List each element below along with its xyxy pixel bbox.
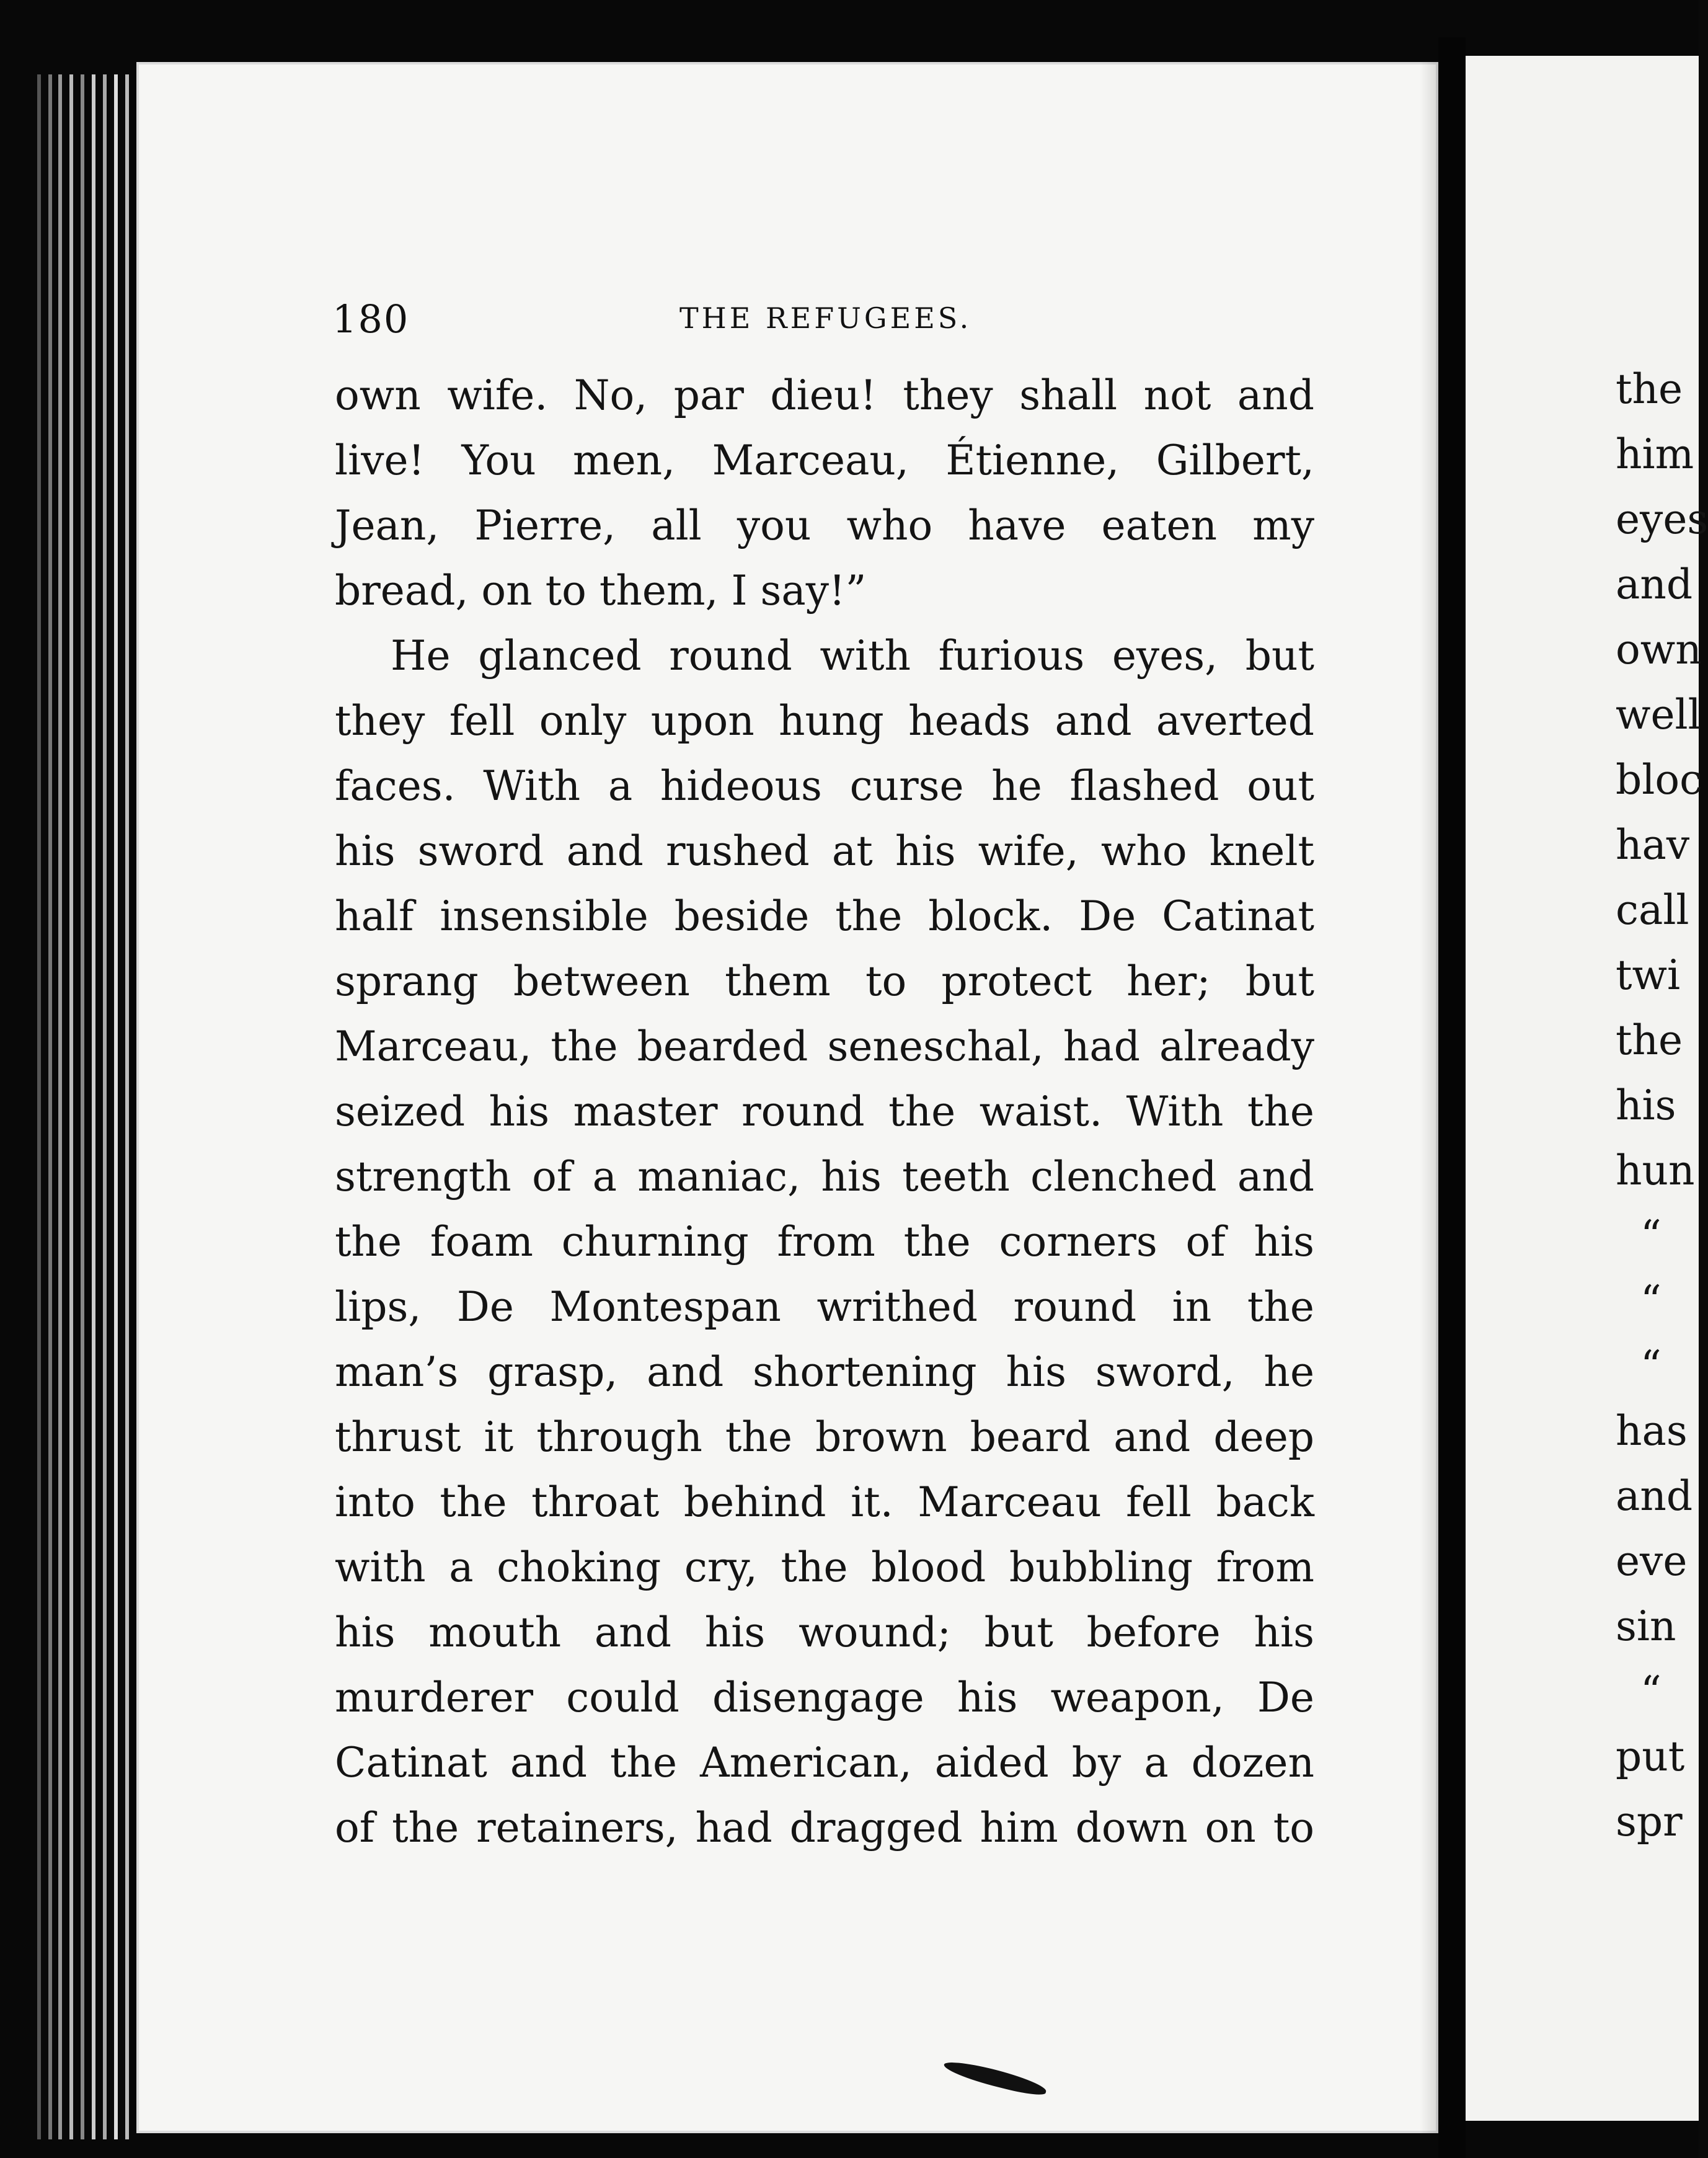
text-line: half insensible beside the block. De Catinat xyxy=(335,892,1314,940)
text-line: well xyxy=(1616,691,1701,739)
text-line: strength of a maniac, his teeth clenched and xyxy=(335,1153,1314,1201)
page-number: 180 xyxy=(332,296,410,342)
text-line: seized his master round the waist. With the xyxy=(335,1088,1314,1135)
text-line: and xyxy=(1616,1472,1693,1520)
paragraph-start-line: He glanced round with furious eyes, but xyxy=(391,632,1314,680)
text-line: thrust it through the brown beard and deep xyxy=(335,1413,1314,1461)
text-line: “ xyxy=(1640,1342,1662,1390)
text-line: his sword and rushed at his wife, who knelt xyxy=(335,827,1314,875)
text-line: “ xyxy=(1640,1667,1662,1715)
text-line: his mouth and his wound; but before his xyxy=(335,1609,1314,1656)
text-line: the foam churning from the corners of his xyxy=(335,1218,1314,1266)
text-line: twi xyxy=(1616,951,1681,999)
book-gutter xyxy=(1438,37,1466,2158)
text-line: bread, on to them, I say!” xyxy=(335,567,867,615)
text-line: lips, De Montespan writhed round in the xyxy=(335,1283,1314,1331)
text-line: put xyxy=(1616,1733,1685,1780)
body-text xyxy=(335,363,1314,1860)
running-title: THE REFUGEES. xyxy=(679,301,972,335)
running-head xyxy=(332,296,1355,346)
text-line: live! You men, Marceau, Étienne, Gilbert, xyxy=(335,437,1314,484)
text-line: into the throat behind it. Marceau fell back xyxy=(335,1478,1314,1526)
text-line: sprang between them to protect her; but xyxy=(335,957,1314,1005)
text-line: Marceau, the bearded seneschal, had already xyxy=(335,1023,1314,1070)
text-line: faces. With a hideous curse he flashed out xyxy=(335,762,1314,810)
text-line: eyes xyxy=(1616,495,1708,543)
text-line: spr xyxy=(1616,1798,1683,1845)
page-edges xyxy=(37,74,136,2139)
text-line: “ xyxy=(1640,1212,1662,1259)
text-line: own xyxy=(1616,626,1702,673)
text-line: hun xyxy=(1616,1147,1695,1194)
text-line: him xyxy=(1616,430,1694,478)
text-line: sin xyxy=(1616,1602,1676,1650)
text-line: the xyxy=(1616,1016,1683,1064)
text-line: murderer could disengage his weapon, De xyxy=(335,1674,1314,1721)
text-line: bloc xyxy=(1616,756,1703,804)
text-line: own wife. No, par dieu! they shall not and xyxy=(335,371,1314,419)
text-line: has xyxy=(1616,1407,1688,1455)
text-line: they fell only upon hung heads and averted xyxy=(335,697,1314,745)
text-line: eve xyxy=(1616,1537,1688,1585)
text-line: and xyxy=(1616,561,1693,608)
text-line: Catinat and the American, aided by a dozen xyxy=(335,1739,1314,1787)
text-line: his xyxy=(1616,1081,1676,1129)
text-line: man’s grasp, and shortening his sword, he xyxy=(335,1348,1314,1396)
right-page-text-fragment xyxy=(1616,357,1708,1854)
text-line: “ xyxy=(1640,1277,1662,1325)
text-line: the xyxy=(1616,365,1683,413)
text-line: call xyxy=(1616,886,1689,934)
text-line: Jean, Pierre, all you who have eaten my xyxy=(335,502,1314,549)
text-line: hav xyxy=(1616,821,1690,869)
text-line: with a choking cry, the blood bubbling from xyxy=(335,1543,1314,1591)
text-line: of the retainers, had dragged him down on to xyxy=(335,1804,1314,1852)
